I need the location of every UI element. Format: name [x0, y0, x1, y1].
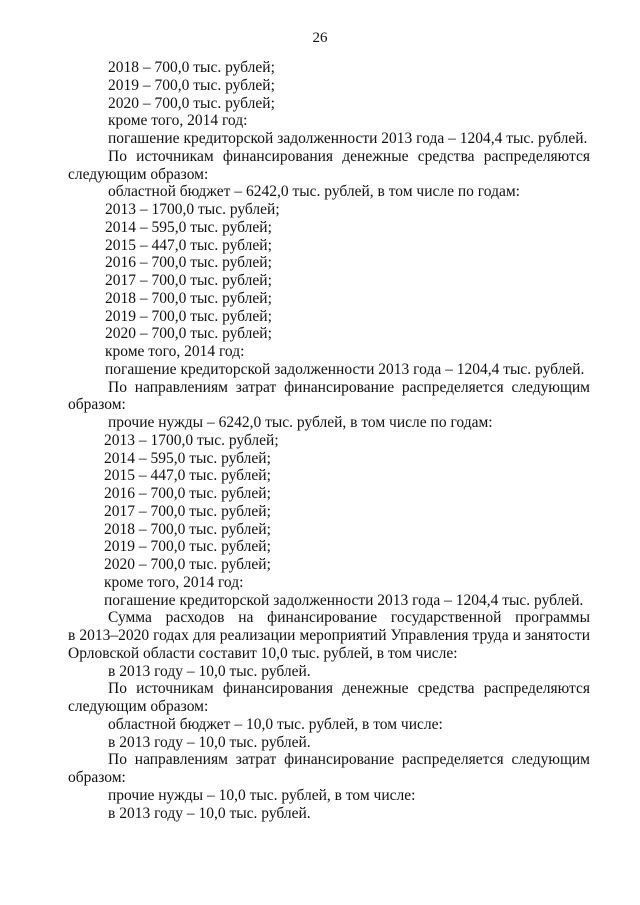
document-body — [68, 59, 590, 822]
text-line: 2017 – 700,0 тыс. рублей; — [105, 272, 272, 289]
text-line: 2018 – 700,0 тыс. рублей; — [108, 59, 275, 76]
text-line: 2017 – 700,0 тыс. рублей; — [104, 502, 271, 520]
text-line: 2019 – 700,0 тыс. рублей; — [104, 538, 271, 556]
text-line: 2020 – 700,0 тыс. рублей; — [104, 556, 271, 573]
paragraph-line: в 2013–2020 годах для реализации мероприятий Управления труда и занятости — [68, 627, 590, 644]
text-line: 2013 – 1700,0 тыс. рублей; — [105, 201, 280, 218]
text-line: областной бюджет – 6242,0 тыс. рублей, в том числе по годам: — [108, 183, 520, 201]
text-line: образом: — [68, 769, 126, 786]
text-line: в 2013 году – 10,0 тыс. рублей. — [108, 804, 311, 822]
text-line: погашение кредиторской задолженности 2013 года – 1204,4 тыс. рублей. — [108, 130, 588, 147]
text-line: погашение кредиторской задолженности 2013 года – 1204,4 тыс. рублей. — [104, 591, 584, 609]
paragraph-line: По направлениям затрат финансирование распределяется следующим — [108, 751, 590, 769]
text-line: погашение кредиторской задолженности 2013 года – 1204,4 тыс. рублей. — [105, 360, 585, 378]
text-line: 2020 – 700,0 тыс. рублей; — [108, 94, 275, 112]
text-line: прочие нужды – 6242,0 тыс. рублей, в том числе по годам: — [108, 414, 493, 431]
paragraph-line: По источникам финансирования денежные средства распределяются — [108, 147, 590, 165]
paragraph-line: По направлениям затрат финансирование распределяется следующим — [108, 378, 590, 396]
text-line: кроме того, 2014 год: — [105, 343, 245, 360]
text-line: следующим образом: — [68, 165, 209, 183]
text-line: 2020 – 700,0 тыс. рублей; — [105, 325, 272, 343]
text-line: кроме того, 2014 год: — [108, 112, 248, 130]
text-line: кроме того, 2014 год: — [104, 573, 244, 591]
text-line: 2016 – 700,0 тыс. рублей; — [104, 485, 271, 502]
text-line: следующим образом: — [68, 698, 209, 715]
text-line: 2015 – 447,0 тыс. рублей; — [105, 236, 272, 254]
text-line: прочие нужды – 10,0 тыс. рублей, в том числе: — [108, 786, 416, 804]
text-line: 2019 – 700,0 тыс. рублей; — [108, 76, 275, 94]
text-line: 2019 – 700,0 тыс. рублей; — [105, 307, 272, 325]
text-line: 2016 – 700,0 тыс. рублей; — [105, 254, 272, 272]
text-line: областной бюджет – 10,0 тыс. рублей, в том числе: — [108, 715, 443, 733]
text-line: Орловской области составит 10,0 тыс. рублей, в том числе: — [68, 644, 458, 662]
paragraph-line: Сумма расходов на финансирование государственной программы — [108, 609, 590, 627]
paragraph-line: По источникам финансирования денежные средства распределяются — [108, 680, 590, 698]
text-line: в 2013 году – 10,0 тыс. рублей. — [108, 662, 311, 680]
page-number: 26 — [312, 30, 328, 46]
text-line: 2018 – 700,0 тыс. рублей; — [104, 520, 271, 538]
text-line: 2013 – 1700,0 тыс. рублей; — [104, 431, 279, 449]
text-line: в 2013 году – 10,0 тыс. рублей. — [108, 733, 311, 751]
text-line: 2015 – 447,0 тыс. рублей; — [104, 467, 271, 485]
text-line: образом: — [68, 396, 126, 414]
text-line: 2014 – 595,0 тыс. рублей; — [105, 218, 272, 236]
text-line: 2014 – 595,0 тыс. рублей; — [104, 449, 271, 467]
text-line: 2018 – 700,0 тыс. рублей; — [105, 289, 272, 307]
